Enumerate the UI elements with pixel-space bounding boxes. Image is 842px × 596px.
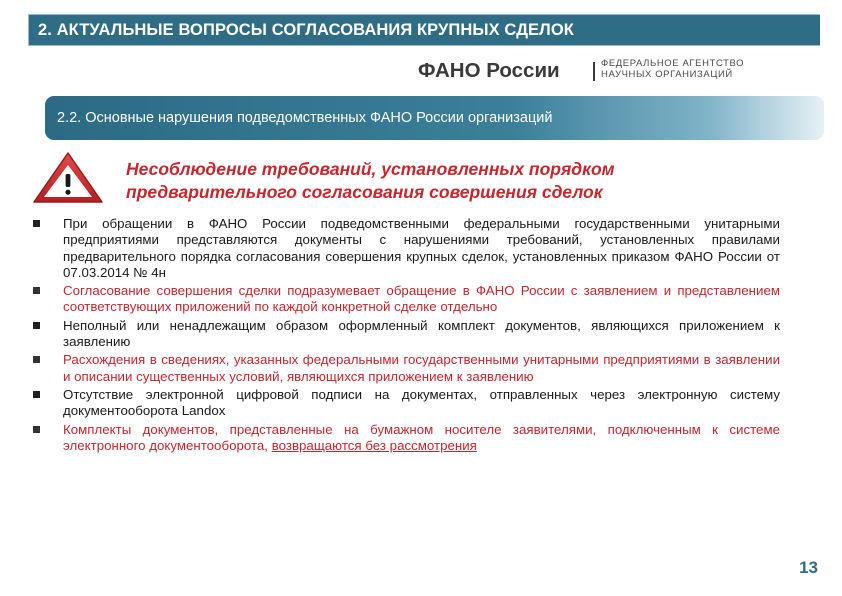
square-bullet-icon bbox=[33, 220, 40, 227]
slide-header-title: 2. АКТУАЛЬНЫЕ ВОПРОСЫ СОГЛАСОВАНИЯ КРУПНЫХ СДЕЛОК bbox=[38, 21, 574, 39]
violations-list bbox=[30, 216, 780, 456]
logo-subtitle-line-1: ФЕДЕРАЛЬНОЕ АГЕНТСТВО bbox=[601, 58, 745, 69]
list-item bbox=[30, 352, 780, 385]
square-bullet-icon bbox=[33, 356, 40, 363]
list-item bbox=[30, 216, 780, 281]
section-subheader-title: 2.2. Основные нарушения подведомственных ФАНО России организаций bbox=[57, 110, 553, 126]
square-bullet-icon bbox=[33, 287, 40, 294]
list-item-underlined-text: возвращаются без рассмотрения bbox=[271, 437, 477, 453]
list-item-text: Комплекты документов, представленные на бумажном носителе заявителями, подключенным к системе электронного документооборота, bbox=[63, 421, 780, 453]
list-item-text: Отсутствие электронной цифровой подписи на документах, отправленных через электронную систему документооборота Landox bbox=[63, 386, 780, 419]
list-item bbox=[30, 318, 780, 351]
list-item bbox=[30, 387, 780, 420]
warning-heading: Несоблюдение требований, установленных порядком предварительного согласования совершения сделок bbox=[126, 159, 615, 202]
list-item-text: Неполный или ненадлежащим образом оформленный комплект документов, являющихся приложением к заявлению bbox=[63, 317, 780, 350]
logo-divider bbox=[593, 62, 595, 81]
list-item-text: При обращении в ФАНО России подведомственными федеральными государственными унитарными предприятиями представляются документы с нарушениями требований, установленных правилами предварительного порядка согласования совершения крупных сделок, установленных приказом ФАНО России от 07.03.2014 № 4н bbox=[63, 216, 780, 280]
logo-brand-text: ФАНО России bbox=[418, 59, 560, 82]
list-item-text: Расхождения в сведениях, указанных федеральными государственными унитарными предприятиями в заявлении и описании существенных условий, являющихся приложением к заявлению bbox=[63, 352, 780, 384]
logo-subtitle bbox=[601, 59, 744, 80]
list-item bbox=[30, 283, 780, 316]
list-item-text: Согласование совершения сделки подразумевает обращение в ФАНО России с заявлением и представлением соответствующих приложений по каждой конкретной сделке отдельно bbox=[63, 283, 780, 315]
logo-subtitle-line-2: НАУЧНЫХ ОРГАНИЗАЦИЙ bbox=[601, 68, 733, 80]
header-edge-decoration bbox=[820, 14, 824, 46]
list-item bbox=[30, 422, 780, 455]
square-bullet-icon bbox=[33, 322, 40, 329]
square-bullet-icon bbox=[33, 426, 40, 433]
square-bullet-icon bbox=[33, 391, 40, 398]
page-number: 13 bbox=[799, 558, 818, 577]
slide-header-bar bbox=[28, 14, 824, 46]
fano-logo bbox=[418, 59, 758, 87]
section-subheader-bar bbox=[45, 96, 824, 140]
warning-triangle-icon bbox=[30, 150, 106, 206]
